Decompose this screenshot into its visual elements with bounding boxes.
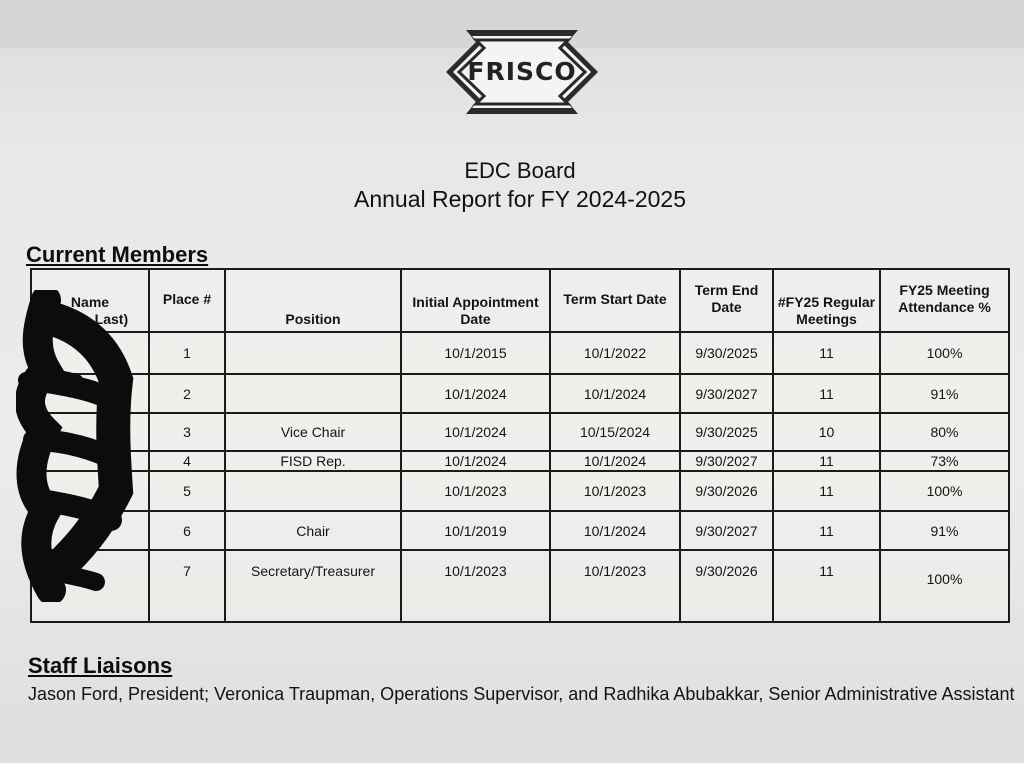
place-cell: 1 <box>149 332 225 374</box>
term-start-cell: 10/1/2023 <box>550 471 680 511</box>
initial-date-cell: 10/1/2023 <box>401 471 550 511</box>
meetings-cell: 11 <box>773 332 880 374</box>
place-cell: 6 <box>149 511 225 550</box>
document-subtitle: Annual Report for FY 2024-2025 <box>353 186 687 212</box>
initial-date-cell: 10/1/2024 <box>401 451 550 471</box>
staff-liaisons-heading: Staff Liaisons <box>28 653 173 678</box>
table-row <box>31 471 1009 511</box>
table-row <box>31 374 1009 413</box>
place-cell: 3 <box>149 413 225 451</box>
initial-date-cell: 10/1/2024 <box>401 374 550 413</box>
term-end-cell: 9/30/2027 <box>680 511 773 550</box>
meetings-cell: 11 <box>773 451 880 471</box>
members-table <box>30 268 1010 623</box>
col-header-regular-meetings: #FY25 Regular Meetings <box>773 269 880 332</box>
col-header-attendance: FY25 Meeting Attendance % <box>880 269 1009 332</box>
col-header-name-line1: Name <box>70 294 110 310</box>
position-cell <box>225 471 401 511</box>
meetings-cell: 11 <box>773 511 880 550</box>
meetings-cell: 11 <box>773 471 880 511</box>
col-header-initial-appointment: Initial Appointment Date <box>401 269 550 332</box>
term-start-cell: 10/15/2024 <box>550 413 680 451</box>
attendance-cell: 73% <box>880 451 1009 471</box>
attendance-cell: 100% <box>880 550 1009 622</box>
table-row <box>31 413 1009 451</box>
staff-liaisons-text: Jason Ford, President; Veronica Traupman, Operations Supervisor, and Radhika Abubakkar, Senior Administrative Assistant <box>28 684 1015 704</box>
name-redaction <box>16 290 136 602</box>
position-cell: Vice Chair <box>225 413 401 451</box>
initial-date-cell: 10/1/2024 <box>401 413 550 451</box>
table-row <box>31 511 1009 550</box>
term-start-cell: 10/1/2023 <box>550 550 680 622</box>
meetings-cell: 10 <box>773 413 880 451</box>
term-start-cell: 10/1/2024 <box>550 511 680 550</box>
logo-wordmark: FRISCO <box>467 57 577 86</box>
initial-date-cell: 10/1/2019 <box>401 511 550 550</box>
term-end-cell: 9/30/2026 <box>680 550 773 622</box>
table-header-row <box>31 269 1009 332</box>
place-cell: 4 <box>149 451 225 471</box>
table-row <box>31 332 1009 374</box>
position-cell: Secretary/Treasurer <box>225 550 401 622</box>
position-cell: FISD Rep. <box>225 451 401 471</box>
attendance-cell: 100% <box>880 332 1009 374</box>
term-end-cell: 9/30/2025 <box>680 332 773 374</box>
attendance-cell: 80% <box>880 413 1009 451</box>
col-header-term-end: Term End Date <box>680 269 773 332</box>
meetings-cell: 11 <box>773 550 880 622</box>
term-end-cell: 9/30/2027 <box>680 451 773 471</box>
term-start-cell: 10/1/2024 <box>550 451 680 471</box>
col-header-position: Position <box>225 269 401 332</box>
position-cell <box>225 332 401 374</box>
term-start-cell: 10/1/2024 <box>550 374 680 413</box>
col-header-term-start: Term Start Date <box>550 269 680 332</box>
term-end-cell: 9/30/2027 <box>680 374 773 413</box>
table-row <box>31 550 1009 622</box>
document-title: EDC Board <box>464 158 576 183</box>
col-header-place: Place # <box>149 269 225 332</box>
place-cell: 2 <box>149 374 225 413</box>
initial-date-cell: 10/1/2023 <box>401 550 550 622</box>
col-header-name-line2: (First, Last) <box>51 311 129 327</box>
frisco-logo <box>444 28 600 116</box>
position-cell: Chair <box>225 511 401 550</box>
place-cell: 5 <box>149 471 225 511</box>
attendance-cell: 91% <box>880 511 1009 550</box>
initial-date-cell: 10/1/2015 <box>401 332 550 374</box>
attendance-cell: 91% <box>880 374 1009 413</box>
position-cell <box>225 374 401 413</box>
table-row <box>31 451 1009 471</box>
attendance-cell: 100% <box>880 471 1009 511</box>
term-end-cell: 9/30/2026 <box>680 471 773 511</box>
current-members-heading: Current Members <box>26 242 209 267</box>
term-start-cell: 10/1/2022 <box>550 332 680 374</box>
term-end-cell: 9/30/2025 <box>680 413 773 451</box>
meetings-cell: 11 <box>773 374 880 413</box>
place-cell: 7 <box>149 550 225 622</box>
